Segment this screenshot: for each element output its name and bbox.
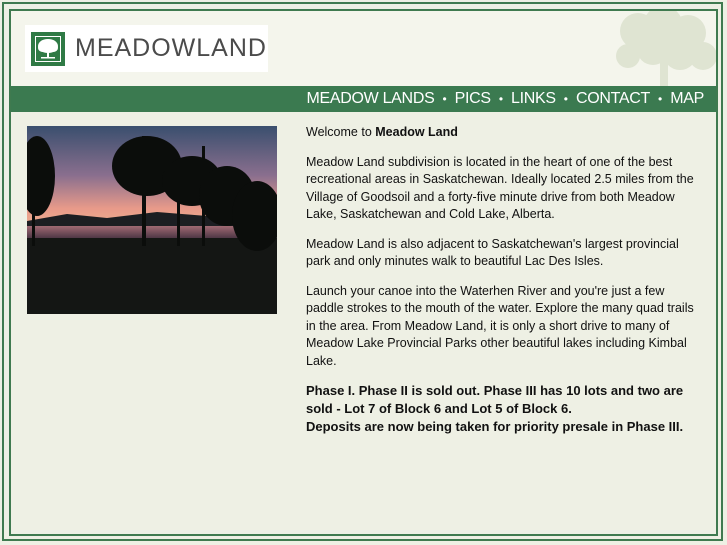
main-nav	[11, 86, 716, 112]
nav-separator: •	[563, 92, 568, 106]
site-header	[11, 11, 716, 86]
site-logo[interactable]	[25, 25, 268, 72]
deposits-line: Deposits are now being taken for priority presale in Phase III.	[306, 419, 684, 434]
park-paragraph: Meadow Land is also adjacent to Saskatchewan's largest provincial park and only minutes walk to beautiful Lac Des Isles.	[306, 236, 679, 268]
welcome-name: Meadow Land	[375, 125, 458, 139]
lake-sunset-photo	[27, 126, 277, 314]
main-content	[306, 124, 704, 436]
phase-status	[306, 382, 704, 436]
nav-contact[interactable]: CONTACT	[575, 90, 651, 107]
activities-paragraph: Launch your canoe into the Waterhen River and you're just a few paddle strokes to the mouth of the water. Explore the many quad trails in the area. From Meadow Land, it is only a short drive to many of Meadow Lake Provincial Parks other beautiful lakes including Kimbal Lake.	[306, 283, 694, 368]
nav-separator: •	[442, 92, 447, 106]
intro-paragraph: Meadow Land subdivision is located in the heart of one of the best recreational areas in Saskatchewan. Ideally located 2.5 miles from the Village of Goodsoil and a forty-five minute drive from both Meadow Lake, Saskatchewan and Cold Lake, Alberta.	[306, 154, 694, 221]
nav-meadow-lands[interactable]: MEADOW LANDS	[306, 90, 435, 107]
nav-separator: •	[658, 92, 663, 106]
nav-links[interactable]: LINKS	[511, 90, 556, 107]
logo-text: MEADOWLAND	[75, 34, 267, 62]
nav-map[interactable]: MAP	[670, 90, 704, 107]
tree-watermark-icon	[598, 11, 716, 86]
tree-logo-icon	[31, 32, 65, 66]
welcome-line	[306, 124, 704, 142]
welcome-prefix: Welcome to	[306, 125, 376, 139]
phase-sold-line: Phase I. Phase II is sold out. Phase III has 10 lots and two are sold - Lot 7 of Block 6 and Lot 5 of Block 6.	[306, 383, 684, 416]
nav-separator: •	[498, 92, 504, 106]
nav-pics[interactable]: PICS	[454, 90, 491, 107]
